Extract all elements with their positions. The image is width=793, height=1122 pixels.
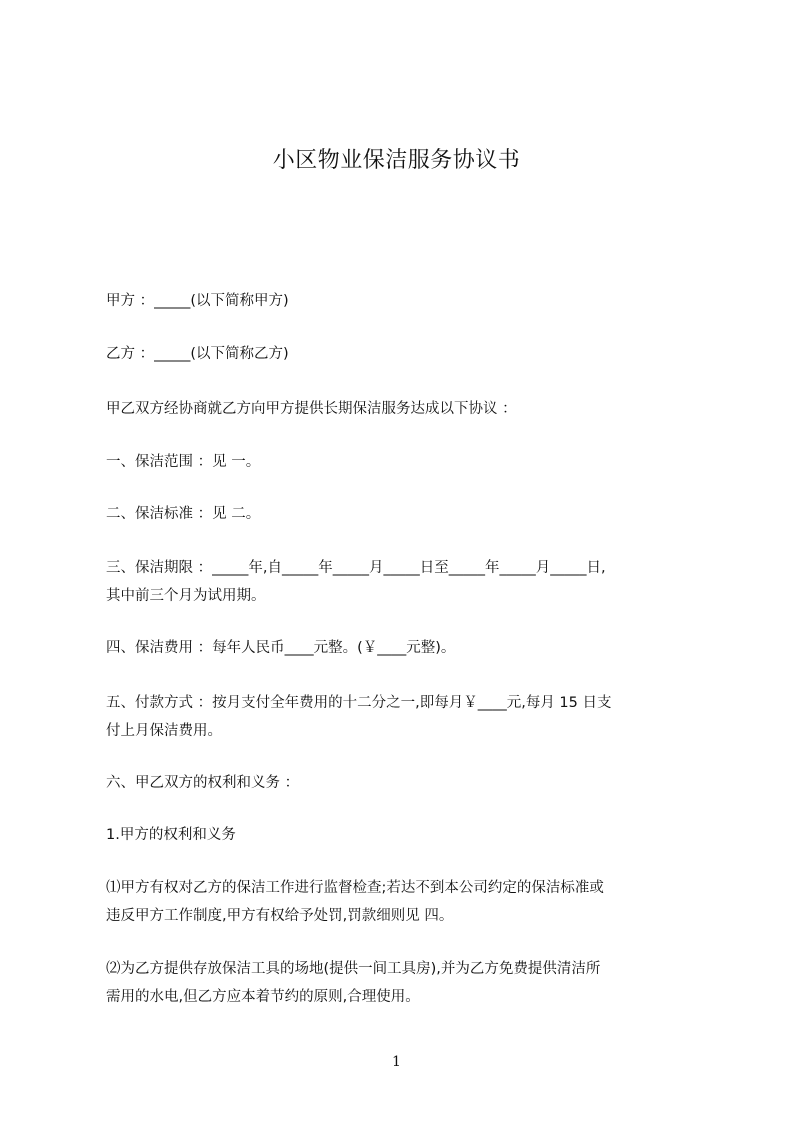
paragraph-line: 需用的水电,但乙方应本着节约的原则,合理使用。: [106, 989, 420, 1005]
paragraph-line: 1.甲方的权利和义务: [106, 827, 236, 843]
paragraph-line: 其中前三个月为试用期。: [106, 588, 266, 604]
subclause-party-a: [106, 821, 706, 849]
paragraph-line: 五、付款方式 ：按月支付全年费用的十二分之一,即每月￥____元,每月 15 日支: [106, 695, 612, 711]
paragraph-line: 付上月保洁费用。: [106, 723, 222, 739]
paragraph-line: 乙方 ：_____(以下简称乙方): [106, 346, 289, 362]
paragraph-line: 二、保洁标准 ：见 二。: [106, 506, 261, 522]
page-number: 1: [392, 1054, 401, 1070]
paragraph-line: 三、保洁期限 ：_____年,自_____年_____月_____日至_____年_____月_____日,: [106, 560, 606, 576]
document-title: 小区物业保洁服务协议书: [272, 148, 521, 173]
preamble-paragraph: [106, 395, 706, 423]
clause-fee: [106, 634, 706, 662]
paragraph-line: 违反甲方工作制度,甲方有权给予处罚,罚款细则见 四。: [106, 908, 454, 924]
clause-scope: [106, 448, 706, 476]
party-a-paragraph: [106, 287, 706, 315]
paragraph-line: 甲方 ：_____(以下简称甲方): [106, 293, 289, 309]
paragraph-line: 甲乙双方经协商就乙方向甲方提供长期保洁服务达成以下协议 ：: [106, 401, 517, 417]
clause-payment: [106, 689, 706, 745]
item-2: [106, 955, 706, 1011]
paragraph-line: 四、保洁费用 ：每年人民币____元整。(￥____元整)。: [106, 640, 456, 656]
party-b-paragraph: [106, 340, 706, 368]
clause-standard: [106, 500, 706, 528]
item-1: [106, 874, 706, 930]
paragraph-line: ⑴甲方有权对乙方的保洁工作进行监督检查;若达不到本公司约定的保洁标准或: [106, 880, 604, 896]
paragraph-line: 一、保洁范围 ：见 一。: [106, 454, 261, 470]
clause-term: [106, 554, 706, 610]
paragraph-line: 六、甲乙双方的权利和义务 ：: [106, 775, 300, 791]
paragraph-line: ⑵为乙方提供存放保洁工具的场地(提供一间工具房),并为乙方免费提供清洁所: [106, 961, 601, 977]
clause-rights: [106, 769, 706, 797]
